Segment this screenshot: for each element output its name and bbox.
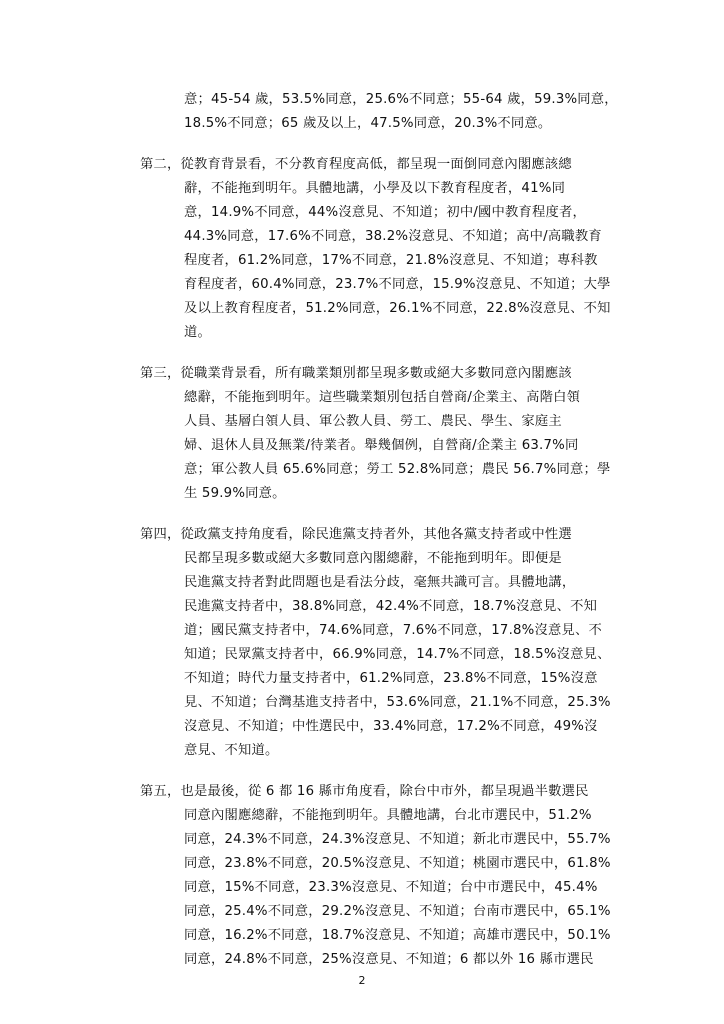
text-line: 程度者，61.2%同意，17%不同意，21.8%沒意見、不知道；專科教 bbox=[184, 253, 598, 268]
text-line: 及以上教育程度者，51.2%同意，26.1%不同意，22.8%沒意見、不知 bbox=[184, 301, 611, 316]
text-line: 意，14.9%不同意，44%沒意見、不知道；初中/國中教育程度者， bbox=[184, 205, 586, 220]
text-line: 民都呈現多數或絕大多數同意內閣總辭，不能拖到明年。即便是 bbox=[184, 551, 562, 566]
text-line: 同意，15%不同意，23.3%沒意見、不知道；台中市選民中，45.4% bbox=[184, 880, 598, 895]
text-line: 意；45-54 歲，53.5%同意，25.6%不同意；55-64 歲，59.3%同意， bbox=[184, 92, 618, 107]
paragraph-4-heading-line: 第四，從政黨支持角度看，除民進黨支持者外，其他各黨支持者或中性選 bbox=[140, 527, 572, 542]
text-line: 同意，24.3%不同意，24.3%沒意見、不知道；新北市選民中，55.7% bbox=[184, 832, 611, 847]
text-line: 不知道；時代力量支持者中，61.2%同意，23.8%不同意，15%沒意 bbox=[184, 671, 598, 686]
page-number: 2 bbox=[358, 974, 366, 987]
text-line: 育程度者，60.4%同意，23.7%不同意，15.9%沒意見、不知道；大學 bbox=[184, 277, 611, 292]
text-line: 同意，24.8%不同意，25%沒意見、不知道；6 都以外 16 縣市選民 bbox=[184, 952, 594, 967]
text-line: 意；軍公教人員 65.6%同意；勞工 52.8%同意；農民 56.7%同意；學 bbox=[184, 462, 611, 477]
text-line: 同意，25.4%不同意，29.2%沒意見、不知道；台南市選民中，65.1% bbox=[184, 904, 611, 919]
text-line: 總辭，不能拖到明年。這些職業類別包括自營商/企業主、高階白領 bbox=[184, 390, 581, 405]
text-line: 道。 bbox=[184, 325, 211, 340]
paragraph-5-heading-line: 第五，也是最後，從 6 都 16 縣市角度看，除台中市外，都呈現過半數選民 bbox=[140, 784, 589, 799]
text-line: 44.3%同意，17.6%不同意，38.2%沒意見、不知道；高中/高職教育 bbox=[184, 229, 602, 244]
text-line: 同意，16.2%不同意，18.7%沒意見、不知道；高雄市選民中，50.1% bbox=[184, 928, 611, 943]
text-line: 人員、基層白領人員、軍公教人員、勞工、農民、學生、家庭主 bbox=[184, 414, 562, 429]
paragraph-3-heading-line: 第三，從職業背景看，所有職業類別都呈現多數或絕大多數同意內閣應該 bbox=[140, 366, 572, 381]
text-line: 生 59.9%同意。 bbox=[184, 486, 286, 501]
text-line: 沒意見、不知道；中性選民中，33.4%同意，17.2%不同意，49%沒 bbox=[184, 719, 598, 734]
text-line: 辭，不能拖到明年。具體地講，小學及以下教育程度者，41%同 bbox=[184, 181, 566, 196]
text-line: 見、不知道；台灣基進支持者中，53.6%同意，21.1%不同意，25.3% bbox=[184, 695, 611, 710]
text-line: 意見、不知道。 bbox=[184, 743, 279, 758]
text-line: 知道；民眾黨支持者中，66.9%同意，14.7%不同意，18.5%沒意見、 bbox=[184, 647, 611, 662]
text-line: 民進黨支持者對此問題也是看法分歧，毫無共識可言。具體地講， bbox=[184, 575, 576, 590]
text-line: 道；國民黨支持者中，74.6%同意，7.6%不同意，17.8%沒意見、不 bbox=[184, 623, 602, 638]
text-line: 民進黨支持者中，38.8%同意，42.4%不同意，18.7%沒意見、不知 bbox=[184, 599, 598, 614]
paragraph-2-heading-line: 第二，從教育背景看，不分教育程度高低，都呈現一面倒同意內閣應該總 bbox=[140, 157, 572, 172]
text-line: 同意內閣應總辭，不能拖到明年。具體地講，台北市選民中，51.2% bbox=[184, 808, 592, 823]
text-line: 同意，23.8%不同意，20.5%沒意見、不知道；桃園市選民中，61.8% bbox=[184, 856, 611, 871]
text-line: 婦、退休人員及無業/待業者。舉幾個例，自營商/企業主 63.7%同 bbox=[184, 438, 579, 453]
text-line: 18.5%不同意；65 歲及以上，47.5%同意，20.3%不同意。 bbox=[184, 116, 552, 131]
